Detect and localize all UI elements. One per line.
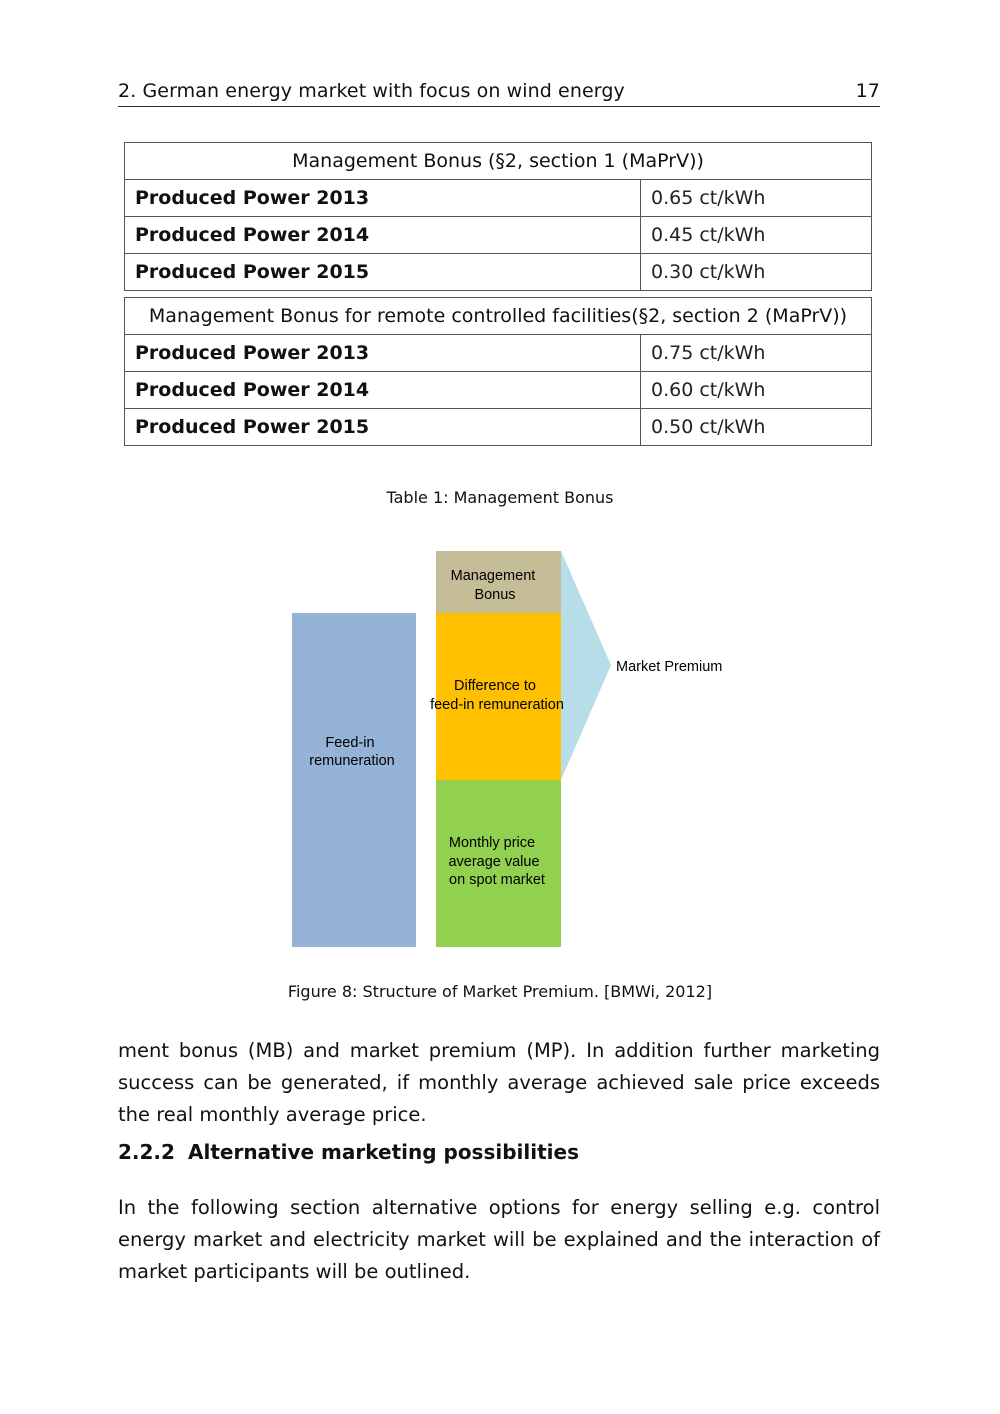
- header-title: 2. German energy market with focus on wind energy: [118, 80, 625, 102]
- body-paragraph: In the following section alternative options for energy selling e.g. control energy market and electricity market will be explained and the interaction of market participants will be outlined.: [118, 1196, 880, 1283]
- monthly-price-label: Monthly price average value on spot market: [448, 835, 545, 888]
- row-label: Produced Power 2014: [125, 372, 641, 409]
- table-heading: Management Bonus for remote controlled facilities(§2, section 2 (MaPrV)): [125, 298, 872, 335]
- row-value: 0.75 ct/kWh: [641, 335, 872, 372]
- row-value: 0.65 ct/kWh: [641, 180, 872, 217]
- body-paragraph: ment bonus (MB) and market premium (MP). In addition further marketing success can be generated, if monthly average achieved sale price exceeds the real monthly average price.: [118, 1039, 880, 1126]
- row-value: 0.50 ct/kWh: [641, 409, 872, 446]
- management-bonus-label: Management Bonus: [450, 568, 536, 603]
- figure-caption: Figure 8: Structure of Market Premium. [BMWi, 2012]: [287, 982, 713, 1001]
- difference-label: Difference to feed-in remuneration: [430, 678, 564, 713]
- row-value: 0.30 ct/kWh: [641, 254, 872, 291]
- table-caption: Table 1: Management Bonus: [386, 488, 614, 507]
- page-number: 17: [855, 80, 880, 102]
- feed-in-bar: [292, 613, 416, 947]
- table-heading: Management Bonus (§2, section 1 (MaPrV)): [125, 143, 872, 180]
- market-premium-arrow: [561, 551, 611, 780]
- feed-in-label: Feed-in remuneration: [309, 735, 395, 769]
- section-heading: [118, 1140, 579, 1164]
- row-value: 0.45 ct/kWh: [641, 217, 872, 254]
- row-label: Produced Power 2015: [125, 254, 641, 291]
- row-label: Produced Power 2013: [125, 335, 641, 372]
- section-number: 2.2.2: [118, 1140, 175, 1164]
- market-premium-label: Market Premium: [616, 659, 723, 675]
- section-title: Alternative marketing possibilities: [188, 1140, 579, 1164]
- row-label: Produced Power 2013: [125, 180, 641, 217]
- row-label: Produced Power 2015: [125, 409, 641, 446]
- row-value: 0.60 ct/kWh: [641, 372, 872, 409]
- row-label: Produced Power 2014: [125, 217, 641, 254]
